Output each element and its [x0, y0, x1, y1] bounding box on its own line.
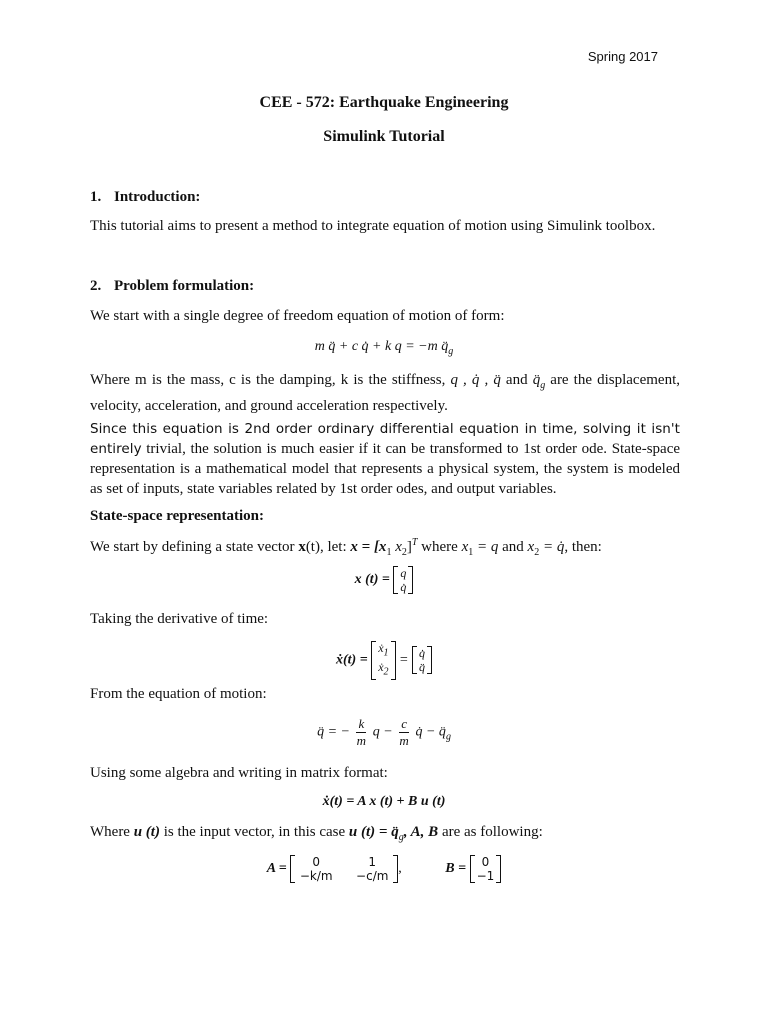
section-heading-introduction: 1. Introduction: — [90, 189, 201, 205]
state-space-heading: State-space representation: — [90, 508, 264, 524]
problem-paragraph-1: We start with a single degree of freedom equation of motion of form: — [90, 308, 505, 324]
equation-state-space: ẋ(t) = A x (t) + B u (t) — [322, 794, 446, 809]
intro-paragraph: This tutorial aims to present a method to integrate equation of motion using Simulink toolbox. — [90, 218, 656, 234]
equation-acceleration: q̈ = − $\frac{k}{m}$ q − $\frac{c}{m}$ q̇ − $q̈_g$ — [317, 716, 451, 748]
document-subtitle: Simulink Tutorial — [323, 128, 445, 145]
section-heading-problem: 2. Problem formulation: — [90, 278, 255, 294]
state-space-paragraph-2: Taking the derivative of time: — [90, 611, 269, 627]
state-space-paragraph-3: From the equation of motion: — [90, 686, 267, 702]
problem-paragraph-2: Where m is the mass, c is the damping, k is the stiffness, q , q̇ , q̈ and $q̈_g$ are the displacement, velocity, acceleration, and ground acceleration respectively. — [90, 372, 680, 414]
equation-matrices — [0, 855, 768, 883]
matrix-b: B = 0 −1 — [445, 855, 501, 883]
state-space-paragraph-5: Where u (t) is the input vector, in this case u $(t) = q̈_g$, A, B are as following: — [90, 824, 543, 843]
state-vector-matrix: q q̇ — [393, 566, 413, 594]
equation-state-vector: x (t) = q q̇ — [0, 566, 768, 594]
equation-state-derivative: ẋ(t) = ẋ$_1$ ẋ$_2$ = q̇ q̈ — [0, 641, 768, 680]
date-label: Spring 2017 — [587, 49, 658, 64]
problem-paragraph-3: Since this equation is 2nd order ordinary differential equation in time, solving it isn't entirely trivial, the solution is much easier if it can be transformed to 1st order ode. State-space representation is a mathematical model that represents a physical system, the system is modeled as set of inputs, state variables related by 1st order odes, and output variables. — [90, 421, 681, 497]
state-space-paragraph-4: Using some algebra and writing in matrix format: — [90, 765, 388, 781]
document-title: CEE - 572: Earthquake Engineering — [259, 94, 509, 111]
matrix-a: A = 0 1 −k/m −c/m , — [266, 855, 402, 883]
equation-of-motion: m q̈ + c q̇ + k q = −m $q̈_g$ — [314, 339, 454, 357]
state-space-paragraph-1: We start by defining a state vector x(t), let: $x = [x_1$ $x_2]^T$ where $x_1 = q$ and $x_2$ = q̇, then: — [90, 537, 602, 558]
